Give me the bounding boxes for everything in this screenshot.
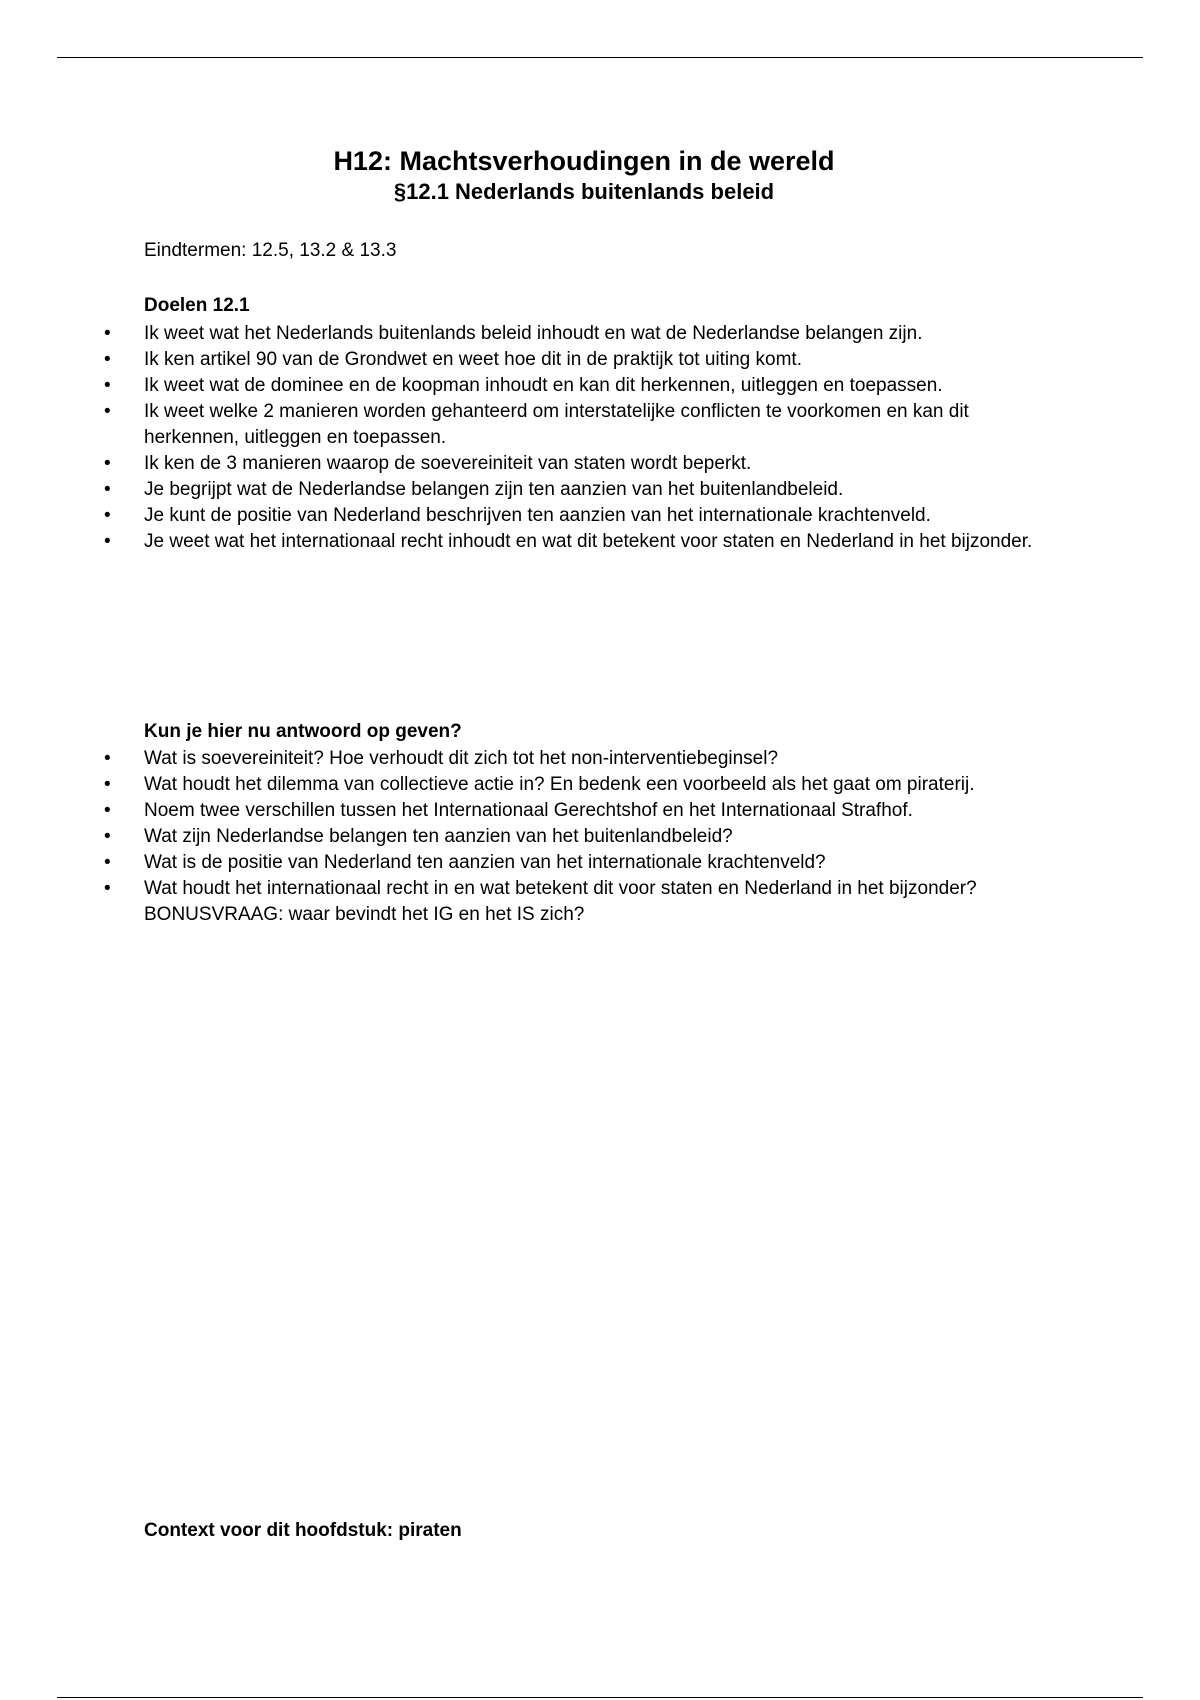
- list-item-text: Noem twee verschillen tussen het Internationaal Gerechtshof en het Internationaal Strafhof.: [144, 800, 913, 821]
- list-item-text: Ik weet wat de dominee en de koopman inhoudt en kan dit herkennen, uitleggen en toepassen.: [144, 375, 943, 396]
- list-item: [104, 529, 1064, 555]
- list-item: [104, 798, 1064, 824]
- bullet-icon: •: [104, 774, 111, 795]
- bullet-icon: •: [104, 800, 111, 821]
- list-item-text: Wat houdt het dilemma van collectieve actie in? En bedenk een voorbeeld als het gaat om piraterij.: [144, 774, 975, 795]
- list-item-text: Ik ken de 3 manieren waarop de soevereiniteit van staten wordt beperkt.: [144, 453, 752, 474]
- bullet-icon: •: [104, 479, 111, 500]
- header-rule: [57, 57, 1143, 58]
- list-item-text: Wat is soevereiniteit? Hoe verhoudt dit zich tot het non-interventiebeginsel?: [144, 748, 779, 769]
- bullet-icon: •: [104, 349, 111, 370]
- list-item-text: Wat houdt het internationaal recht in en wat betekent dit voor staten en Nederland in het bijzonder?: [144, 878, 977, 899]
- vragen-list: [104, 746, 1064, 928]
- bullet-icon: •: [104, 401, 111, 422]
- list-item: [104, 321, 1064, 347]
- list-item-text: Ik weet wat het Nederlands buitenlands beleid inhoudt en wat de Nederlandse belangen zijn.: [144, 323, 923, 344]
- vragen-heading: Kun je hier nu antwoord op geven?: [144, 721, 462, 742]
- doelen-heading: Doelen 12.1: [144, 295, 250, 316]
- list-item: [104, 399, 1064, 451]
- bullet-icon: •: [104, 852, 111, 873]
- bullet-icon: •: [104, 505, 111, 526]
- list-item: [104, 746, 1064, 772]
- list-item: [104, 347, 1064, 373]
- list-item: [104, 876, 1064, 902]
- bullet-icon: •: [104, 878, 111, 899]
- list-item-text: Wat zijn Nederlandse belangen ten aanzien van het buitenlandbeleid?: [144, 826, 733, 847]
- bonus-question: BONUSVRAAG: waar bevindt het IG en het IS zich?: [144, 904, 585, 925]
- footer-rule: [57, 1697, 1143, 1698]
- list-item: [104, 373, 1064, 399]
- list-item-text: Je weet wat het internationaal recht inhoudt en wat dit betekent voor staten en Nederland in het bijzonder.: [144, 531, 1033, 552]
- context-heading: Context voor dit hoofdstuk: piraten: [144, 1520, 462, 1541]
- list-item: [104, 824, 1064, 850]
- list-item-text: Je begrijpt wat de Nederlandse belangen zijn ten aanzien van het buitenlandbeleid.: [144, 479, 844, 500]
- list-item: [104, 772, 1064, 798]
- list-item: [104, 850, 1064, 876]
- bullet-icon: •: [104, 826, 111, 847]
- list-item: [104, 503, 1064, 529]
- bullet-icon: •: [104, 748, 111, 769]
- page-title: H12: Machtsverhoudingen in de wereld: [333, 146, 835, 176]
- list-item: [104, 477, 1064, 503]
- bullet-icon: •: [104, 323, 111, 344]
- bullet-icon: •: [104, 375, 111, 396]
- bullet-icon: •: [104, 531, 111, 552]
- eindtermen-text: Eindtermen: 12.5, 13.2 & 13.3: [144, 240, 397, 261]
- list-item-text: Wat is de positie van Nederland ten aanzien van het internationale krachtenveld?: [144, 852, 826, 873]
- page-subtitle: §12.1 Nederlands buitenlands beleid: [393, 179, 775, 204]
- bullet-icon: •: [104, 453, 111, 474]
- doelen-list: [104, 321, 1064, 555]
- list-item-text: Je kunt de positie van Nederland beschrijven ten aanzien van het internationale krachtenveld.: [144, 505, 931, 526]
- list-item-text: Ik weet welke 2 manieren worden gehanteerd om interstatelijke conflicten te voorkomen en kan dit herkennen, uitleggen en toepassen.: [144, 401, 969, 448]
- list-item: [104, 451, 1064, 477]
- list-item-text: Ik ken artikel 90 van de Grondwet en weet hoe dit in de praktijk tot uiting komt.: [144, 349, 802, 370]
